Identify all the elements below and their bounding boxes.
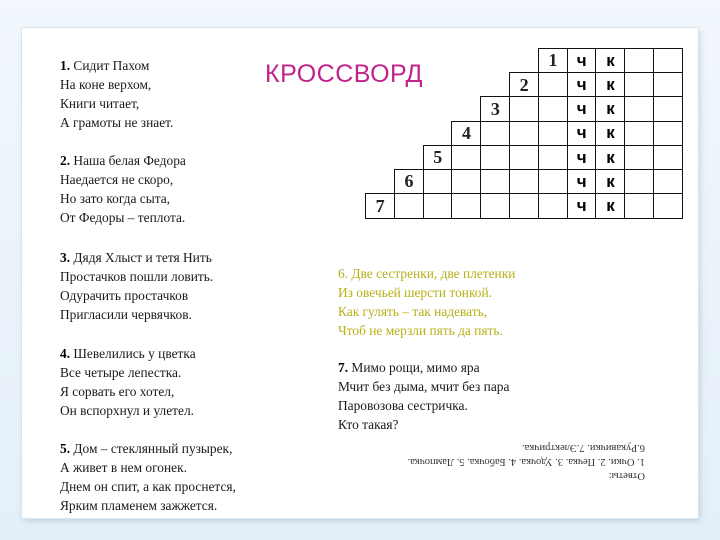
crossword-empty-cell[interactable] — [509, 169, 539, 195]
crossword-letter-cell[interactable]: к — [595, 193, 625, 219]
riddle-5 — [60, 439, 236, 515]
riddle-number: 3. — [60, 250, 71, 265]
riddle-6 — [338, 264, 515, 340]
answers-upside-down — [345, 440, 645, 482]
riddle-line: Я сорвать его хотел, — [60, 384, 175, 399]
crossword-empty-cell[interactable] — [480, 145, 510, 171]
crossword-empty-cell[interactable] — [624, 193, 654, 219]
riddle-7 — [338, 358, 509, 434]
crossword-empty-cell[interactable] — [653, 96, 683, 122]
crossword-letter-cell[interactable]: к — [595, 121, 625, 147]
crossword-letter-cell[interactable]: ч — [567, 121, 597, 147]
riddle-number: 2. — [60, 153, 71, 168]
crossword-empty-cell[interactable] — [653, 72, 683, 98]
crossword-letter-cell[interactable]: к — [595, 48, 625, 74]
crossword-empty-cell[interactable] — [480, 193, 510, 219]
crossword-empty-cell[interactable] — [624, 169, 654, 195]
crossword-empty-cell[interactable] — [509, 121, 539, 147]
riddle-1 — [60, 56, 173, 132]
riddle-2 — [60, 151, 186, 227]
riddle-line: На коне верхом, — [60, 77, 152, 92]
crossword-letter-cell[interactable]: ч — [567, 72, 597, 98]
crossword-number-cell[interactable]: 4 — [451, 121, 481, 147]
crossword-empty-cell[interactable] — [624, 121, 654, 147]
crossword-empty-cell[interactable] — [538, 121, 568, 147]
crossword-letter-cell[interactable]: к — [595, 96, 625, 122]
crossword-empty-cell[interactable] — [480, 121, 510, 147]
riddle-line: Пригласили червячков. — [60, 307, 192, 322]
crossword-empty-cell[interactable] — [509, 145, 539, 171]
riddle-line: Наша белая Федора — [73, 153, 186, 168]
crossword-empty-cell[interactable] — [538, 169, 568, 195]
riddle-line: Одурачить простачков — [60, 288, 189, 303]
riddle-line: Мчит без дыма, мчит без пара — [338, 379, 510, 394]
crossword-empty-cell[interactable] — [509, 96, 539, 122]
crossword-empty-cell[interactable] — [653, 145, 683, 171]
crossword-letter-cell[interactable]: ч — [567, 96, 597, 122]
crossword-letter-cell[interactable]: ч — [567, 48, 597, 74]
riddle-line: Шевелились у цветка — [73, 346, 196, 361]
crossword-number-cell[interactable]: 1 — [538, 48, 568, 74]
crossword-empty-cell[interactable] — [653, 193, 683, 219]
crossword-letter-cell[interactable]: ч — [567, 193, 597, 219]
crossword-letter-cell[interactable]: к — [595, 169, 625, 195]
crossword-empty-cell[interactable] — [653, 121, 683, 147]
crossword-empty-cell[interactable] — [451, 193, 481, 219]
page-title: КРОССВОРД — [265, 60, 423, 88]
crossword-empty-cell[interactable] — [394, 193, 424, 219]
crossword-number-cell[interactable]: 3 — [480, 96, 510, 122]
answers-heading: Ответы: — [608, 470, 645, 481]
crossword-empty-cell[interactable] — [624, 96, 654, 122]
riddle-line: А живет в нем огонек. — [60, 460, 187, 475]
crossword-empty-cell[interactable] — [538, 96, 568, 122]
riddle-line: Кто такая? — [338, 417, 399, 432]
crossword-empty-cell[interactable] — [624, 72, 654, 98]
riddle-line: Книги читает, — [60, 96, 140, 111]
riddle-number: 5. — [60, 441, 71, 456]
crossword-empty-cell[interactable] — [451, 145, 481, 171]
crossword-empty-cell[interactable] — [423, 169, 453, 195]
riddle-line: Он вспорхнул и улетел. — [60, 403, 194, 418]
riddle-line: Паровозова сестричка. — [338, 398, 468, 413]
riddle-line: Как гулять – так надевать, — [338, 304, 488, 319]
riddle-line: Простачков пошли ловить. — [60, 269, 214, 284]
riddle-number: 1. — [60, 58, 71, 73]
crossword-empty-cell[interactable] — [538, 72, 568, 98]
crossword-empty-cell[interactable] — [538, 193, 568, 219]
riddle-line: Мимо рощи, мимо яра — [351, 360, 480, 375]
riddle-number: 6. — [338, 266, 349, 281]
crossword-number-cell[interactable]: 2 — [509, 72, 539, 98]
crossword-letter-cell[interactable]: ч — [567, 169, 597, 195]
crossword-empty-cell[interactable] — [423, 193, 453, 219]
riddle-line: Все четыре лепестка. — [60, 365, 182, 380]
answers-line: 6.Рукавички. 7.Электричка. — [521, 442, 645, 453]
crossword-letter-cell[interactable]: ч — [567, 145, 597, 171]
riddle-line: Дом – стеклянный пузырек, — [73, 441, 233, 456]
riddle-line: От Федоры – теплота. — [60, 210, 186, 225]
crossword-empty-cell[interactable] — [653, 48, 683, 74]
crossword-number-cell[interactable]: 7 — [365, 193, 395, 219]
riddle-number: 4. — [60, 346, 71, 361]
crossword-empty-cell[interactable] — [653, 169, 683, 195]
riddle-line: Дядя Хлыст и тетя Нить — [73, 250, 212, 265]
riddle-line: Ярким пламенем зажжется. — [60, 498, 218, 513]
answers-line: 1. Очки. 2. Печка. 3. Удочка. 4. Бабочка. 5. Лампочка. — [407, 456, 645, 467]
crossword-empty-cell[interactable] — [480, 169, 510, 195]
crossword-empty-cell[interactable] — [538, 145, 568, 171]
crossword-number-cell[interactable]: 5 — [423, 145, 453, 171]
crossword-empty-cell[interactable] — [451, 169, 481, 195]
riddle-line: Днем он спит, а как проснется, — [60, 479, 236, 494]
riddle-3 — [60, 248, 213, 324]
crossword-empty-cell[interactable] — [509, 193, 539, 219]
riddle-line: Наедается не скоро, — [60, 172, 174, 187]
crossword-empty-cell[interactable] — [624, 48, 654, 74]
riddle-line: Сидит Пахом — [73, 58, 150, 73]
riddle-number: 7. — [338, 360, 349, 375]
riddle-line: Чтоб не мерзли пять да пять. — [338, 323, 503, 338]
riddle-line: Из овечьей шерсти тонкой. — [338, 285, 492, 300]
riddle-line: А грамоты не знает. — [60, 115, 174, 130]
crossword-number-cell[interactable]: 6 — [394, 169, 424, 195]
crossword-empty-cell[interactable] — [624, 145, 654, 171]
crossword-letter-cell[interactable]: к — [595, 72, 625, 98]
crossword-letter-cell[interactable]: к — [595, 145, 625, 171]
riddle-line: Две сестренки, две плетенки — [351, 266, 516, 281]
riddle-4 — [60, 344, 196, 420]
riddle-line: Но зато когда сыта, — [60, 191, 171, 206]
